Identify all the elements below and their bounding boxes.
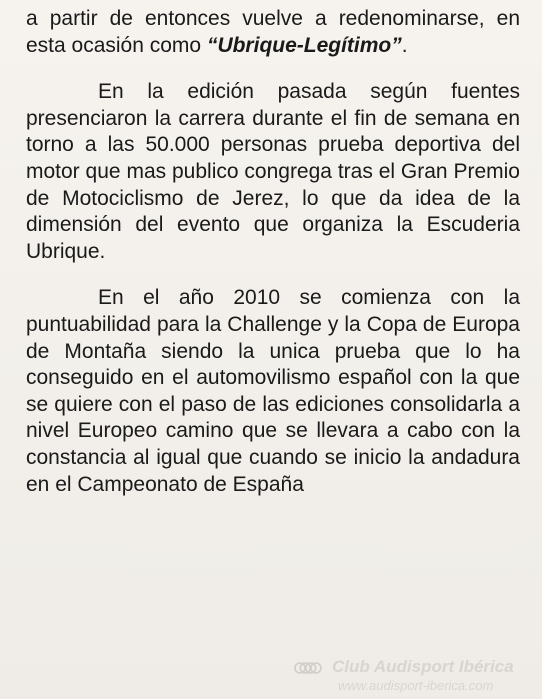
paragraph-1-text: a partir de entonces vuelve a redenominarse, en esta ocasión como [26,7,520,57]
paragraph-3: En el año 2010 se comienza con la puntuabilidad para la Challenge y la Copa de Europa de Montaña siendo la unica prueba que lo ha conseguido en el automovilismo español con la que se quiere con el paso de las ediciones consolidarla a nivel Europeo camino que se llevara a cabo con la constancia al igual que cuando se inicio la andadura en el Campeonato de España [26,286,520,496]
paragraph-1-end: . [401,33,408,57]
article-text [26,6,520,498]
watermark-title: Club Audisport Ibérica [332,657,514,676]
watermark-url: www.audisport-iberica.com [338,678,494,693]
audi-rings-icon [294,660,322,676]
club-watermark [294,657,534,695]
paragraph-1 [26,6,520,59]
paragraph-2: En la edición pasada según fuentes presenciaron la carrera durante el fin de semana en torno a las 50.000 personas prueba deportiva del motor que mas publico congrega tras el Gran Premio de Motociclismo de Jerez, lo que da idea de la dimensión del evento que organiza la Escuderia Ubrique. [26,80,520,263]
highlighted-name: “Ubrique-Legítimo” [206,33,402,57]
